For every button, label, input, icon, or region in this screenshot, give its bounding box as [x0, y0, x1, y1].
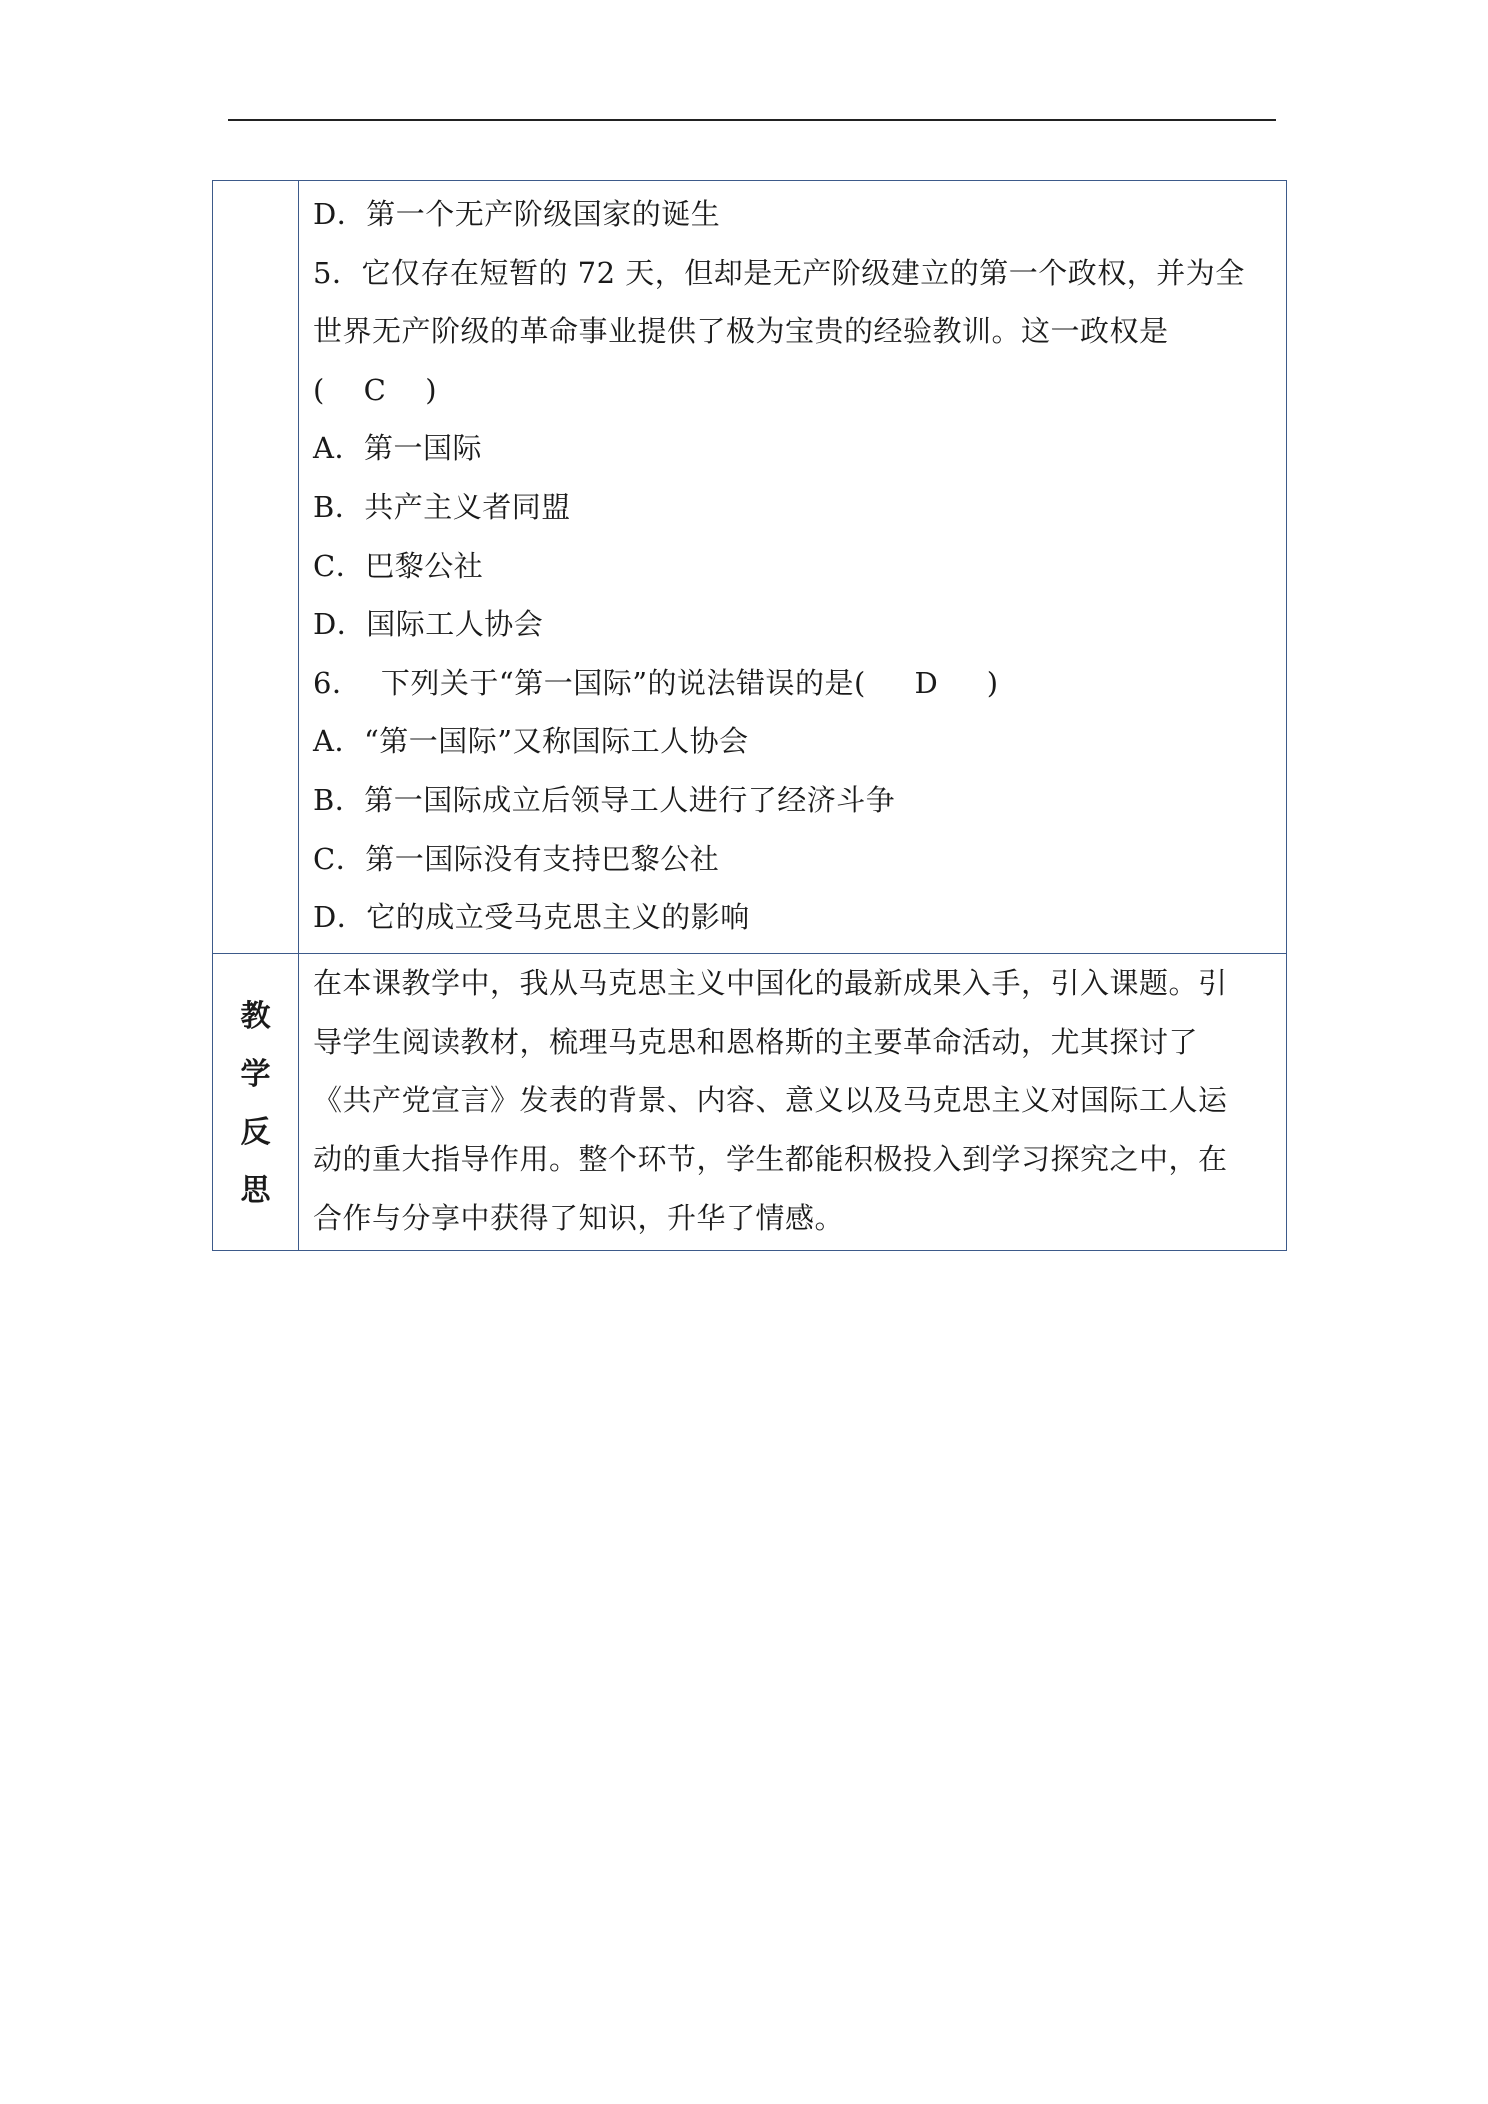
reflection-line-1: 在本课教学中，我从马克思主义中国化的最新成果入手，引入课题。引 — [313, 965, 1228, 1000]
reflection-line-2: 导学生阅读教材，梳理马克思和恩格斯的主要革命活动，尤其探讨了 — [313, 1024, 1199, 1059]
q6-option-d: D．它的成立受马克思主义的影响 — [313, 900, 750, 935]
reflection-row — [213, 953, 1287, 1250]
exercises-row — [213, 181, 1287, 954]
reflection-line-5: 合作与分享中获得了知识，升华了情感。 — [313, 1200, 845, 1235]
reflection-label-char-3: 反 — [240, 1114, 271, 1150]
reflection-label-cell — [213, 953, 299, 1250]
page-header-rule — [228, 119, 1276, 121]
q6-stem: 6． 下列关于“第一国际”的说法错误的是( D ) — [313, 665, 999, 700]
q5-stem-line-2: 世界无产阶级的革命事业提供了极为宝贵的经验教训。这一政权是 — [313, 314, 1169, 349]
reflection-line-4: 动的重大指导作用。整个环节，学生都能积极投入到学习探究之中，在 — [313, 1142, 1228, 1177]
reflection-line-3: 《共产党宣言》发表的背景、内容、意义以及马克思主义对国际工人运 — [313, 1083, 1228, 1118]
q5-option-c: C．巴黎公社 — [313, 548, 484, 583]
reflection-label-char-1: 教 — [240, 998, 271, 1034]
q6-option-a: A．“第一国际”又称国际工人协会 — [313, 724, 749, 759]
exercises-label-cell — [213, 181, 299, 954]
q6-option-c: C．第一国际没有支持巴黎公社 — [313, 841, 720, 876]
reflection-label-char-2: 学 — [240, 1056, 271, 1092]
lesson-plan-table — [212, 180, 1287, 1251]
q6-option-b: B．第一国际成立后领导工人进行了经济斗争 — [313, 782, 896, 817]
reflection-label-char-4: 思 — [240, 1172, 271, 1208]
reflection-label — [213, 984, 298, 1220]
q5-option-b: B．共产主义者同盟 — [313, 489, 571, 524]
q5-option-d: D．国际工人协会 — [313, 607, 544, 642]
exercises-cell — [299, 181, 1287, 954]
q5-stem-line-1: 5．它仅存在短暂的 72 天，但却是无产阶级建立的第一个政权，并为全 — [313, 255, 1245, 290]
q4-option-d: D．第一个无产阶级国家的诞生 — [313, 197, 721, 231]
q5-answer: ( C ) — [313, 372, 438, 407]
q5-option-a: A．第一国际 — [313, 431, 482, 466]
reflection-text-cell — [299, 953, 1287, 1250]
